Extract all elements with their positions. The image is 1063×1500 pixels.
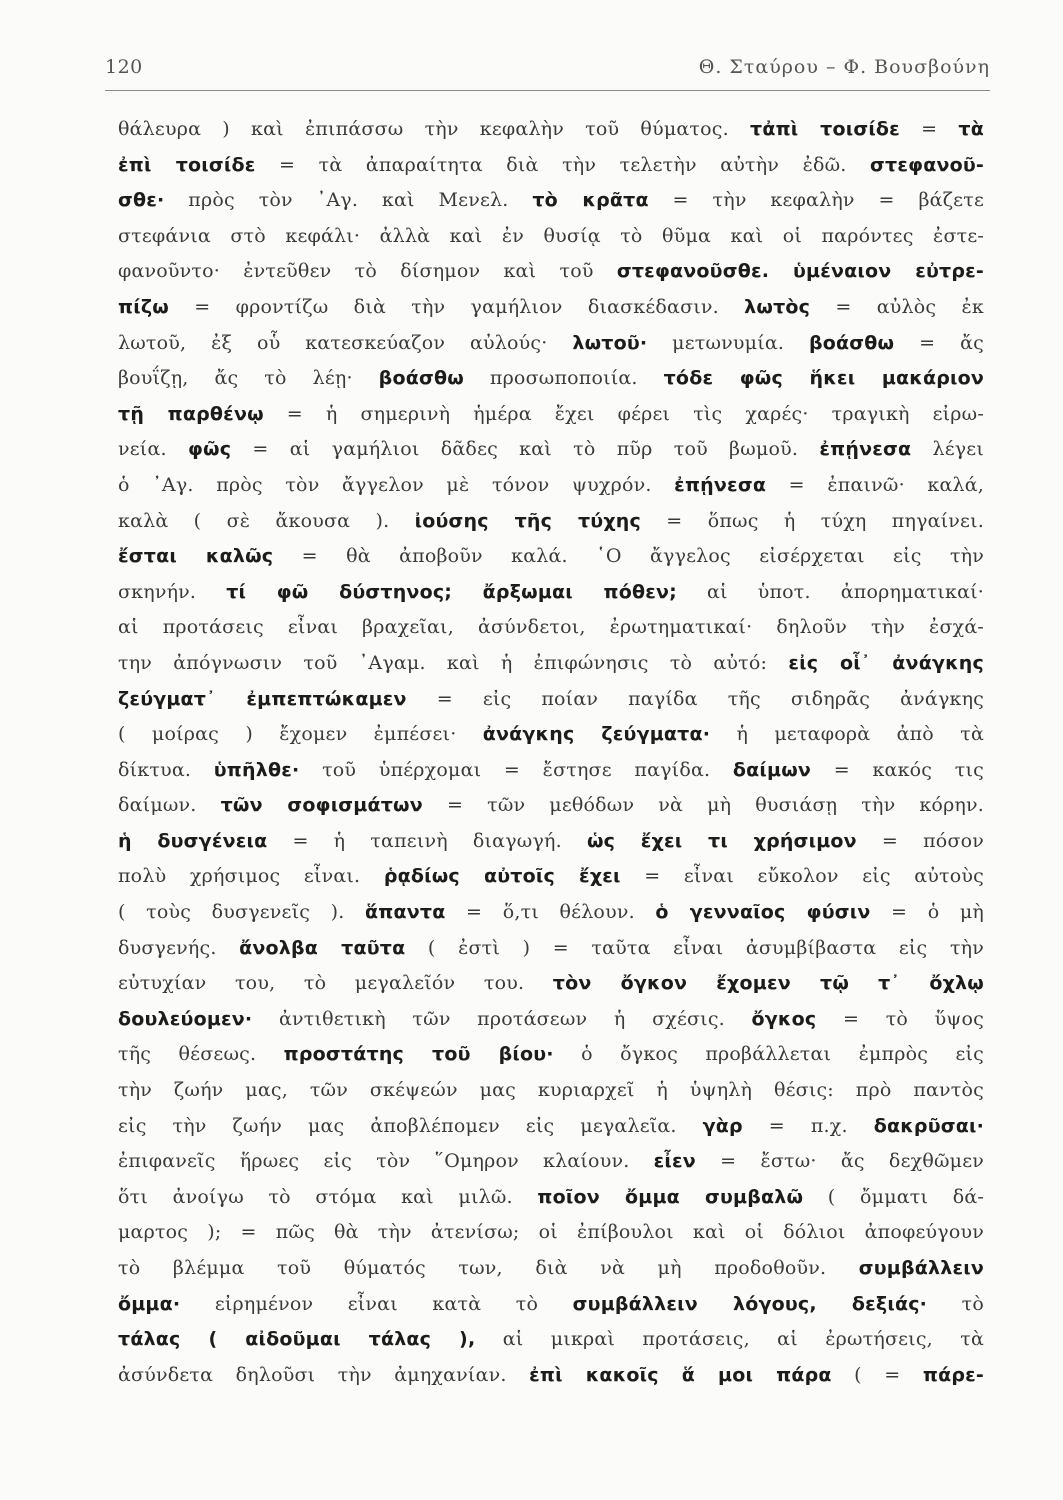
lemma-term: βοάσθω bbox=[809, 331, 895, 354]
gloss-text: σκηνήν. bbox=[118, 580, 227, 603]
gloss-text: αἱ μικραὶ προτάσεις, αἱ ἐρωτήσεις, τὰ bbox=[475, 1328, 984, 1351]
text-line bbox=[118, 539, 984, 575]
text-line bbox=[118, 1180, 984, 1216]
gloss-text: = πόσον bbox=[856, 829, 984, 852]
gloss-text: πολὺ χρήσιμος εἶναι. bbox=[118, 865, 384, 888]
text-line bbox=[118, 966, 984, 1002]
lemma-term: ἅπαντα bbox=[365, 901, 446, 924]
text-line bbox=[118, 682, 984, 718]
gloss-text: δαίμων. bbox=[118, 794, 221, 817]
gloss-text: λέγει bbox=[911, 438, 984, 461]
lemma-term: λωτοῦ· bbox=[572, 331, 648, 354]
text-line bbox=[118, 895, 984, 931]
lemma-term: προστάτης τοῦ βίου· bbox=[283, 1043, 554, 1066]
gloss-text: τὴν ζωήν μας, τῶν σκέψεών μας κυριαρχεῖ ἡ ὑψηλὴ θέσις: πρὸ παντὸς bbox=[118, 1079, 984, 1102]
lemma-term: λωτὸς bbox=[744, 295, 811, 318]
gloss-text: δυσγενής. bbox=[118, 936, 240, 959]
gloss-text: = ἄς bbox=[894, 331, 984, 354]
text-line bbox=[118, 931, 984, 967]
text-line bbox=[118, 183, 984, 219]
gloss-text: ὅτι ἀνοίγω τὸ στόμα καὶ μιλῶ. bbox=[118, 1185, 538, 1208]
lemma-term: ὡς ἔχει τι χρήσιμον bbox=[586, 829, 857, 852]
lemma-term: ἰούσης τῆς τύχης bbox=[414, 509, 641, 532]
lemma-term: ἔσται καλῶς bbox=[118, 545, 274, 568]
header-authors: Θ. Σταύρου – Φ. Βουσβούνη bbox=[698, 56, 990, 78]
gloss-text: αἱ προτάσεις εἶναι βραχεῖαι, ἀσύνδετοι, ἐρωτηματικαί· δηλοῦν τὴν ἐσχά- bbox=[118, 616, 984, 639]
page-number: 120 bbox=[105, 56, 143, 78]
text-line bbox=[118, 468, 984, 504]
gloss-text: = ὅ,τι θέλουν. bbox=[445, 901, 656, 924]
gloss-text: = αἱ γαμήλιοι δᾶδες καὶ τὸ πῦρ τοῦ βωμοῦ. bbox=[231, 438, 820, 461]
lemma-term: τὸν ὄγκον ἔχομεν τῷ τ᾿ ὄχλῳ bbox=[552, 972, 984, 995]
lemma-term: εἶεν bbox=[653, 1150, 696, 1173]
lemma-term: πάρε- bbox=[922, 1363, 984, 1386]
lemma-term: τῶν σοφισμάτων bbox=[220, 794, 423, 817]
text-line bbox=[118, 753, 984, 789]
text-line bbox=[118, 610, 984, 646]
lemma-term: τἀπὶ τοισίδε bbox=[750, 118, 900, 140]
gloss-text: = ἡ σημερινὴ ἡμέρα ἔχει φέρει τὶς χαρές· τραγικὴ εἰρω- bbox=[263, 402, 984, 425]
lemma-term: τόδε φῶς ἥκει μακάριον bbox=[663, 367, 984, 390]
lemma-term: δαίμων bbox=[732, 758, 812, 781]
gloss-text: καλὰ ( σὲ ἄκουσα ). bbox=[118, 509, 415, 532]
text-line bbox=[118, 290, 984, 326]
text-line bbox=[118, 824, 984, 860]
text-line bbox=[118, 254, 984, 290]
gloss-text: τοῦ ὑπέρχομαι = ἔστησε παγίδα. bbox=[299, 758, 733, 781]
gloss-text: φανοῦντο· ἐντεῦθεν τὸ δίσημον καὶ τοῦ bbox=[118, 260, 617, 283]
gloss-text: αἱ ὑποτ. ἀπορηματικαί· bbox=[676, 580, 984, 603]
lemma-term: τῇ παρθένῳ bbox=[118, 402, 264, 425]
text-line bbox=[118, 1287, 984, 1323]
gloss-text: νεία. bbox=[118, 438, 188, 461]
gloss-text: ἀσύνδετα δηλοῦσι τὴν ἀμηχανίαν. bbox=[118, 1363, 530, 1386]
gloss-text: τὸ βλέμμα τοῦ θύματός των, διὰ νὰ μὴ προδοθοῦν. bbox=[118, 1257, 859, 1279]
gloss-text: ὁ ὄγκος προβάλλεται ἐμπρὸς εἰς bbox=[553, 1043, 984, 1066]
lemma-term: τί φῶ δύστηνος; ἄρξωμαι πόθεν; bbox=[226, 580, 677, 603]
gloss-text: ( τοὺς δυσγενεῖς ). bbox=[118, 901, 366, 924]
text-line bbox=[118, 646, 984, 682]
lemma-term: ἡ δυσγένεια bbox=[118, 829, 268, 852]
gloss-text: = εἰς ποίαν παγίδα τῆς σιδηρᾶς ἀνάγκης bbox=[406, 687, 984, 710]
gloss-text: ( ἐστὶ ) = ταῦτα εἶναι ἀσυμβίβαστα εἰς τὴν bbox=[405, 936, 984, 959]
gloss-text: = ὁ μὴ bbox=[870, 901, 984, 924]
gloss-text: εὐτυχίαν του, τὸ μεγαλεῖόν του. bbox=[118, 972, 553, 995]
gloss-text: ἀντιθετικὴ τῶν προτάσεων ἡ σχέσις. bbox=[252, 1007, 752, 1030]
text-line bbox=[118, 1215, 984, 1251]
text-line bbox=[118, 717, 984, 753]
text-line bbox=[118, 432, 984, 468]
gloss-text: = ἔστω· ἄς δεχθῶμεν bbox=[695, 1150, 984, 1173]
text-line bbox=[118, 1144, 984, 1180]
text-line bbox=[118, 1109, 984, 1145]
lemma-term: δακρῦσαι· bbox=[873, 1114, 984, 1137]
lemma-term: ζεύγματ᾿ ἐμπεπτώκαμεν bbox=[118, 687, 407, 710]
text-line bbox=[118, 788, 984, 824]
text-line bbox=[118, 1322, 984, 1358]
gloss-text: ἐπιφανεῖς ἥρωες εἰς τὸν ῞Ομηρον κλαίουν. bbox=[118, 1150, 654, 1173]
gloss-text: στεφάνια στὸ κεφάλι· ἀλλὰ καὶ ἐν θυσίᾳ τὸ θῦμα καὶ οἱ παρόντες ἐστε- bbox=[118, 224, 984, 247]
gloss-text: = φροντίζω διὰ τὴν γαμήλιον διασκέδασιν. bbox=[168, 295, 745, 318]
gloss-text: μετωνυμία. bbox=[647, 331, 809, 354]
lemma-term: πίζω bbox=[118, 295, 169, 318]
lemma-term: τὸ κρᾶτα bbox=[532, 189, 649, 212]
lemma-term: στεφανοῦσθε. ὑμέναιον εὐτρε- bbox=[616, 260, 984, 283]
gloss-text: ὁ ᾿Αγ. πρὸς τὸν ἄγγελον μὲ τόνον ψυχρόν. bbox=[118, 473, 675, 496]
text-line bbox=[118, 859, 984, 895]
gloss-text: εἰς τὴν ζωήν μας ἀποβλέπομεν εἰς μεγαλεῖα. bbox=[118, 1114, 703, 1137]
lemma-term: τάλας ( αἰδοῦμαι τάλας ), bbox=[118, 1328, 476, 1351]
text-line bbox=[118, 575, 984, 611]
lemma-term: εἰς οἷ᾿ ἀνάγκης bbox=[788, 651, 984, 674]
text-line bbox=[118, 326, 984, 362]
text-line bbox=[118, 148, 984, 184]
lemma-term: συμβάλλειν bbox=[858, 1257, 984, 1279]
text-line bbox=[118, 361, 984, 397]
lemma-term: ὑπῆλθε· bbox=[213, 758, 300, 781]
gloss-text: = ὅπως ἡ τύχη πηγαίνει. bbox=[640, 509, 984, 532]
gloss-text: μαρτος ); = πῶς θὰ τὴν ἀτενίσω; οἱ ἐπίβουλοι καὶ οἱ δόλιοι ἀποφεύγουν bbox=[118, 1221, 984, 1244]
gloss-text: = τὰ ἀπαραίτητα διὰ τὴν τελετὴν αὐτὴν ἐδῶ. bbox=[255, 153, 871, 176]
text-line bbox=[118, 1251, 984, 1287]
lemma-term: ὄμμα· bbox=[118, 1292, 181, 1315]
gloss-text: = τὸ ὕψος bbox=[816, 1007, 984, 1030]
lemma-term: σθε· bbox=[118, 189, 165, 212]
gloss-text: λωτοῦ, ἐξ οὗ κατεσκεύαζον αὐλούς· bbox=[118, 331, 573, 354]
gloss-text: = bbox=[899, 118, 959, 140]
text-line bbox=[118, 1037, 984, 1073]
lemma-term: γὰρ bbox=[702, 1114, 743, 1137]
lemma-term: ἄνολβα ταῦτα bbox=[239, 936, 406, 959]
lemma-term: ῥᾳδίως αὐτοῖς ἔχει bbox=[383, 865, 621, 888]
gloss-text: = ἐπαινῶ· καλά, bbox=[766, 473, 984, 496]
gloss-text: = τὴν κεφαλὴν = βάζετε bbox=[648, 189, 984, 212]
gloss-text: ( = bbox=[831, 1363, 923, 1386]
lemma-term: ἐπὶ τοισίδε bbox=[118, 153, 256, 176]
lemma-term: στεφανοῦ- bbox=[870, 153, 984, 176]
gloss-text: τὸ bbox=[927, 1292, 984, 1315]
gloss-text: δίκτυα. bbox=[118, 758, 214, 781]
lemma-term: ἐπῄνεσα bbox=[674, 473, 767, 496]
lemma-term: ἐπὶ κακοῖς ἅ μοι πάρα bbox=[529, 1363, 832, 1386]
text-line bbox=[118, 1002, 984, 1038]
running-head bbox=[105, 54, 990, 91]
gloss-text: εἰρημένον εἶναι κατὰ τὸ bbox=[180, 1292, 573, 1315]
lemma-term: ὄγκος bbox=[751, 1007, 817, 1030]
gloss-text: ( ὄμματι δά- bbox=[803, 1185, 984, 1208]
gloss-text: προσωποποιία. bbox=[463, 367, 664, 390]
lemma-term: τὰ bbox=[958, 118, 984, 140]
lemma-term: βοάσθω bbox=[378, 367, 464, 390]
text-line bbox=[118, 397, 984, 433]
text-line bbox=[118, 1073, 984, 1109]
gloss-text: την ἀπόγνωσιν τοῦ ᾿Αγαμ. καὶ ἡ ἐπιφώνησις τὸ αὐτό: bbox=[118, 651, 789, 674]
gloss-text: ( μοίρας ) ἔχομεν ἐμπέσει· bbox=[118, 723, 483, 746]
text-line bbox=[118, 1358, 984, 1394]
gloss-text: = κακός τις bbox=[811, 758, 984, 781]
gloss-text: τῆς θέσεως. bbox=[118, 1043, 284, 1066]
gloss-text: πρὸς τὸν ᾿Αγ. καὶ Μενελ. bbox=[164, 189, 533, 212]
gloss-text: = εἶναι εὔκολον εἰς αὐτοὺς bbox=[620, 865, 984, 888]
gloss-text: θάλευρα ) καὶ ἐπιπάσσω τὴν κεφαλὴν τοῦ θύματος. bbox=[118, 118, 750, 140]
lemma-term: ποῖον ὄμμα συμβαλῶ bbox=[537, 1185, 804, 1208]
lemma-term: συμβάλλειν λόγους, δεξιάς· bbox=[572, 1292, 928, 1315]
text-line bbox=[118, 219, 984, 255]
gloss-text: ἡ μεταφορὰ ἀπὸ τὰ bbox=[710, 723, 984, 746]
gloss-text: = θὰ ἀποβοῦν καλά. ῾Ο ἄγγελος εἰσέρχεται εἰς τὴν bbox=[273, 545, 984, 568]
text-line bbox=[118, 112, 984, 148]
lemma-term: ὁ γενναῖος φύσιν bbox=[655, 901, 871, 924]
gloss-text: = τῶν μεθόδων νὰ μὴ θυσιάσῃ τὴν κόρην. bbox=[422, 794, 984, 817]
lemma-term: ἀνάγκης ζεύγματα· bbox=[482, 723, 711, 746]
gloss-text: = π.χ. bbox=[742, 1114, 874, 1137]
gloss-text: βουΐζῃ, ἄς τὸ λέῃ· bbox=[118, 367, 379, 390]
gloss-text: = αὐλὸς ἐκ bbox=[810, 295, 984, 318]
lemma-term: ἐπῄνεσα bbox=[819, 438, 912, 461]
commentary-text bbox=[118, 112, 984, 1393]
lemma-term: φῶς bbox=[187, 438, 232, 461]
lemma-term: δουλεύομεν· bbox=[118, 1007, 253, 1030]
text-line bbox=[118, 504, 984, 540]
gloss-text: = ἡ ταπεινὴ διαγωγή. bbox=[267, 829, 587, 852]
